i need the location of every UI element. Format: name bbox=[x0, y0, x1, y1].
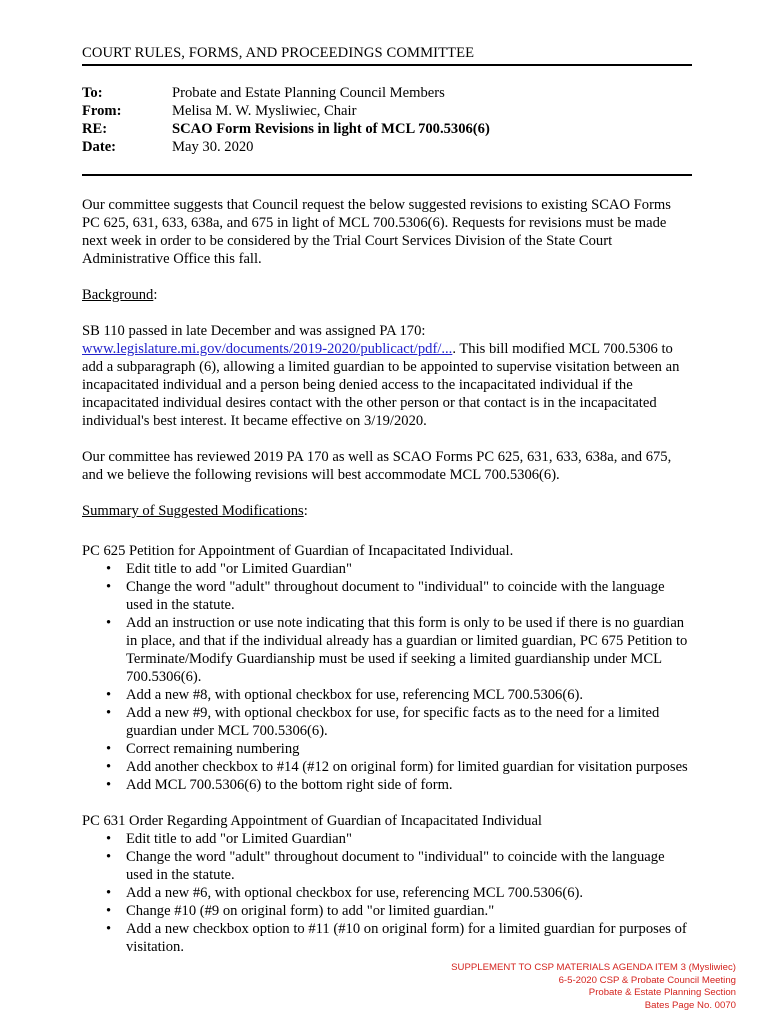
bates-stamp bbox=[451, 962, 736, 1012]
memo-key: Date: bbox=[82, 139, 117, 155]
memo-value: May 30. 2020 bbox=[172, 139, 254, 155]
memo-value: Probate and Estate Planning Council Members bbox=[172, 85, 445, 101]
heading-colon: : bbox=[153, 287, 158, 303]
memo-key: From: bbox=[82, 103, 122, 119]
background-heading bbox=[82, 286, 692, 304]
background-line: SB 110 passed in late December and was assigned PA 170: bbox=[82, 323, 426, 339]
memo-key: To: bbox=[82, 85, 103, 101]
background-paragraph bbox=[82, 322, 692, 430]
memo-row-re bbox=[82, 120, 692, 138]
memo-key: RE: bbox=[82, 121, 108, 137]
list-item: • Change the word "adult" throughout document to "individual" to coincide with the language used in the statute. bbox=[126, 578, 692, 614]
intro-paragraph: Our committee suggests that Council request the below suggested revisions to existing SCAO Forms PC 625, 631, 633, 638a, and 675 in light of MCL 700.5306(6). Requests for revisions must be made next week in order to be considered by the Trial Court Services Division of the State Court Administrative Office this fall. bbox=[82, 197, 671, 267]
list-item: • Add a new #6, with optional checkbox for use, referencing MCL 700.5306(6). bbox=[126, 884, 692, 902]
memo-row-date bbox=[82, 138, 692, 156]
list-item: • Add a new checkbox option to #11 (#10 on original form) for a limited guardian for purposes of visitation. bbox=[126, 920, 692, 956]
review-paragraph: Our committee has reviewed 2019 PA 170 as well as SCAO Forms PC 625, 631, 633, 638a, and 675, and we believe the following revisions will best accommodate MCL 700.5306(6). bbox=[82, 449, 672, 483]
summary-heading-text: Summary of Suggested Modifications bbox=[82, 503, 304, 519]
footer-line: 6-5-2020 CSP & Probate Council Meeting bbox=[558, 974, 736, 986]
summary-heading bbox=[82, 502, 692, 520]
bullet-list bbox=[82, 830, 692, 956]
memo-row-from bbox=[82, 102, 692, 120]
list-item: • Correct remaining numbering bbox=[126, 740, 692, 758]
footer-line: SUPPLEMENT TO CSP MATERIALS AGENDA ITEM 3 (Mysliwiec) bbox=[451, 962, 736, 973]
background-text: . This bill modified MCL 700.5306 to add a subparagraph (6), allowing a limited guardian to be appointed to supervise visitation between an incapacitated individual and a person being denied access to the incapacitated individual if the incapacitated individual desires contact with the other person or that contact is in the incapacitated individual's best interest. It became effective on 3/19/2020. bbox=[82, 341, 680, 429]
footer-line: Bates Page No. 0070 bbox=[644, 999, 736, 1011]
section-title: PC 625 Petition for Appointment of Guardian of Incapacitated Individual. bbox=[82, 543, 514, 559]
legislature-link[interactable]: www.legislature.mi.gov/documents/2019-2020/publicact/pdf/... bbox=[82, 341, 453, 357]
section-pc625 bbox=[82, 542, 692, 794]
footer-line: Probate & Estate Planning Section bbox=[588, 987, 736, 998]
list-item: • Edit title to add "or Limited Guardian" bbox=[126, 830, 692, 848]
section-title: PC 631 Order Regarding Appointment of Guardian of Incapacitated Individual bbox=[82, 813, 542, 829]
memo-value: SCAO Form Revisions in light of MCL 700.5306(6) bbox=[172, 121, 490, 137]
memo-header bbox=[82, 84, 692, 156]
committee-heading: COURT RULES, FORMS, AND PROCEEDINGS COMMITTEE bbox=[82, 44, 692, 66]
background-heading-text: Background bbox=[82, 287, 154, 303]
memo-row-to bbox=[82, 84, 692, 102]
heading-colon: : bbox=[303, 503, 308, 519]
memo-value: Melisa M. W. Mysliwiec, Chair bbox=[172, 103, 357, 119]
list-item: • Add an instruction or use note indicating that this form is only to be used if there is no guardian in place, and that if the individual already has a guardian or limited guardian, PC 675 Petition to Terminate/Modify Guardianship must be used if seeking a limited guardianship under MCL 700.5306(6). bbox=[126, 614, 692, 686]
memo-document bbox=[82, 44, 692, 956]
section-pc631 bbox=[82, 812, 692, 956]
list-item: • Add a new #8, with optional checkbox for use, referencing MCL 700.5306(6). bbox=[126, 686, 692, 704]
divider bbox=[82, 174, 692, 176]
list-item: • Add a new #9, with optional checkbox for use, for specific facts as to the need for a limited guardian under MCL 700.5306(6). bbox=[126, 704, 692, 740]
bullet-list bbox=[82, 560, 692, 794]
list-item: • Change the word "adult" throughout document to "individual" to coincide with the language used in the statute. bbox=[126, 848, 692, 884]
list-item: • Add MCL 700.5306(6) to the bottom right side of form. bbox=[126, 776, 692, 794]
list-item: • Edit title to add "or Limited Guardian" bbox=[126, 560, 692, 578]
list-item: • Add another checkbox to #14 (#12 on original form) for limited guardian for visitation purposes bbox=[126, 758, 692, 776]
list-item: • Change #10 (#9 on original form) to add "or limited guardian." bbox=[126, 902, 692, 920]
